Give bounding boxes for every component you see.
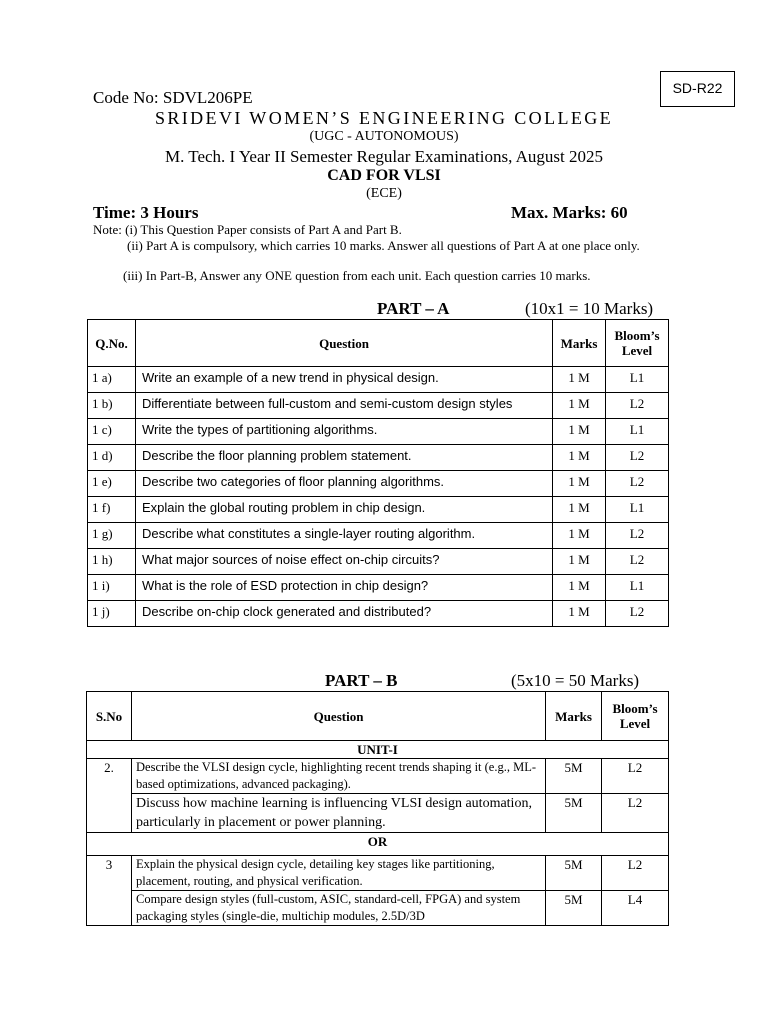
college-name: SRIDEVI WOMEN’S ENGINEERING COLLEGE (154, 108, 614, 128)
question-number: 1 c) (88, 419, 136, 445)
table-row (88, 393, 669, 419)
question-level: L2 (606, 445, 669, 471)
question-number: 1 h) (88, 549, 136, 575)
course-code: Code No: SDVL206PE (93, 88, 253, 107)
question-text: Differentiate between full-custom and semi-custom design styles (136, 393, 553, 419)
exam-time: Time: 3 Hours (93, 203, 199, 222)
question-number: 1 j) (88, 601, 136, 627)
col-header-qno: Q.No. (88, 320, 136, 367)
question-marks: 1 M (553, 523, 606, 549)
question-number: 1 a) (88, 367, 136, 393)
question-marks: 1 M (553, 471, 606, 497)
question-level: L2 (606, 601, 669, 627)
question-marks: 1 M (553, 445, 606, 471)
question-level: L2 (602, 794, 669, 833)
question-text: Compare design styles (full-custom, ASIC, standard-cell, FPGA) and system packaging styles (single-die, multichip modules, 2.5D/3D (132, 891, 546, 926)
branch: (ECE) (366, 186, 402, 201)
part-a-marks: (10x1 = 10 Marks) (525, 299, 654, 318)
question-marks: 5M (546, 794, 602, 833)
question-text: Describe two categories of floor planning algorithms. (136, 471, 553, 497)
question-text: Write the types of partitioning algorithms. (136, 419, 553, 445)
question-row (87, 794, 669, 833)
question-number: 1 g) (88, 523, 136, 549)
note-2-text: (ii) Part A is compulsory, which carries 10 marks. Answer all questions of Part A at one place only. (127, 238, 640, 253)
table-row (88, 549, 669, 575)
question-text: Describe on-chip clock generated and distributed? (136, 601, 553, 627)
table-row (88, 523, 669, 549)
question-number: 2. (87, 759, 132, 833)
question-text: Describe what constitutes a single-layer routing algorithm. (136, 523, 553, 549)
col-header-bloom: Bloom’s Level (602, 692, 669, 741)
question-marks: 5M (546, 856, 602, 891)
question-text: What is the role of ESD protection in chip design? (136, 575, 553, 601)
question-number: 3 (87, 856, 132, 926)
question-marks: 1 M (553, 575, 606, 601)
table-row (88, 575, 669, 601)
question-level: L2 (606, 471, 669, 497)
note-2 (127, 238, 667, 253)
or-row (87, 833, 669, 856)
question-level: L2 (606, 549, 669, 575)
table-row (88, 367, 669, 393)
question-marks: 1 M (553, 393, 606, 419)
col-header-question: Question (132, 692, 546, 741)
question-text: Discuss how machine learning is influencing VLSI design automation, particularly in placement or power planning. (132, 794, 546, 833)
question-level: L4 (602, 891, 669, 926)
question-number: 1 d) (88, 445, 136, 471)
col-header-sno: S.No (87, 692, 132, 741)
question-number: 1 f) (88, 497, 136, 523)
question-row (87, 891, 669, 926)
question-level: L1 (606, 575, 669, 601)
question-marks: 1 M (553, 549, 606, 575)
table-row (88, 497, 669, 523)
question-marks: 5M (546, 891, 602, 926)
question-text: Write an example of a new trend in physical design. (136, 367, 553, 393)
note-1: Note: (i) This Question Paper consists of Part A and Part B. (93, 222, 402, 237)
question-level: L1 (606, 367, 669, 393)
unit-label: UNIT-I (87, 741, 669, 759)
part-b-marks: (5x10 = 50 Marks) (511, 671, 640, 690)
question-level: L2 (602, 856, 669, 891)
question-row (87, 856, 669, 891)
question-marks: 1 M (553, 419, 606, 445)
table-row (88, 419, 669, 445)
part-b-title: PART – B (325, 671, 398, 690)
table-row (88, 445, 669, 471)
question-text: Explain the global routing problem in chip design. (136, 497, 553, 523)
exam-title: M. Tech. I Year II Semester Regular Examinations, August 2025 (164, 147, 604, 166)
subject-title: CAD FOR VLSI (327, 167, 441, 184)
table-row (88, 601, 669, 627)
question-marks: 1 M (553, 367, 606, 393)
unit-row (87, 741, 669, 759)
question-level: L1 (606, 497, 669, 523)
col-header-marks: Marks (553, 320, 606, 367)
question-marks: 5M (546, 759, 602, 794)
question-text: Describe the VLSI design cycle, highlighting recent trends shaping it (e.g., ML-based optimizations, advanced packaging). (132, 759, 546, 794)
question-number: 1 e) (88, 471, 136, 497)
question-level: L1 (606, 419, 669, 445)
question-text: Explain the physical design cycle, detailing key stages like partitioning, placement, routing, and physical verification. (132, 856, 546, 891)
question-marks: 1 M (553, 497, 606, 523)
note-3: (iii) In Part-B, Answer any ONE question from each unit. Each question carries 10 marks. (123, 268, 591, 283)
question-level: L2 (602, 759, 669, 794)
question-marks: 1 M (553, 601, 606, 627)
autonomy-status: (UGC - AUTONOMOUS) (309, 129, 459, 144)
question-text: Describe the floor planning problem statement. (136, 445, 553, 471)
question-level: L2 (606, 393, 669, 419)
part-a-title: PART – A (377, 299, 450, 318)
col-header-bloom: Bloom’s Level (606, 320, 669, 367)
part-a-table (87, 319, 669, 627)
regulation-box: SD-R22 (660, 71, 735, 107)
or-label: OR (87, 833, 669, 856)
part-b-table (86, 691, 669, 926)
max-marks: Max. Marks: 60 (511, 203, 628, 222)
question-number: 1 b) (88, 393, 136, 419)
table-row (88, 471, 669, 497)
question-level: L2 (606, 523, 669, 549)
question-text: What major sources of noise effect on-chip circuits? (136, 549, 553, 575)
col-header-question: Question (136, 320, 553, 367)
question-number: 1 i) (88, 575, 136, 601)
question-row (87, 759, 669, 794)
col-header-marks: Marks (546, 692, 602, 741)
